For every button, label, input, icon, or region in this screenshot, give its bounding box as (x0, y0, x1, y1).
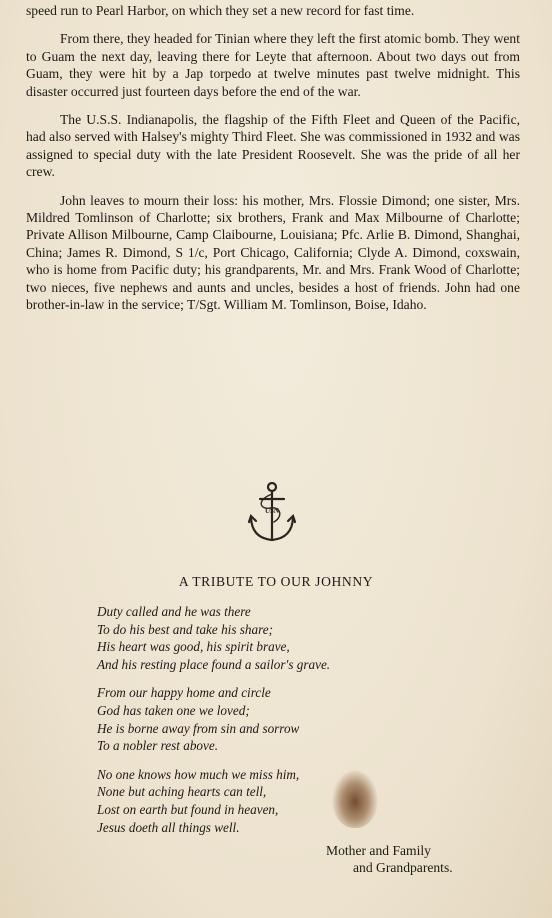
paragraph: speed run to Pearl Harbor, on which they set a new record for fast time. (26, 3, 415, 18)
poem-line: None but aching hearts can tell, (97, 784, 267, 800)
poem-line: His heart was good, his spirit brave, (97, 639, 290, 655)
poem-line: And his resting place found a sailor's grave. (97, 656, 331, 672)
paragraph: The U.S.S. Indianapolis, the flagship of the Fifth Fleet and Queen of the Pacific, had also served with Halsey's mighty Third Fleet. She was commissioned in 1932 and was assigned to special duty with the late President Roosevelt. She was the pride of all her crew. (26, 112, 520, 180)
poem-line: From our happy home and circle (97, 685, 271, 701)
paragraph: John leaves to mourn their loss: his mother, Mrs. Flossie Dimond; one sister, Mrs. Mildred Tomlinson of Charlotte; six brothers, Frank and Max Milbourne of Charlotte; Private Allison Milbourne, Camp Claibourne, Louisiana; Pfc. Arlie B. Dimond, Shanghai, China; James R. Dimond, S 1/c, Port Chicago, California; Clyde A. Dimond, coxswain, who is home from Pacific duty; his grandparents, Mr. and Mrs. Frank Wood of Charlotte; two nieces, five nephews and aunts and uncles, besides a host of friends. John had one brother-in-law in the service; T/Sgt. William M. Tomlinson, Boise, Idaho. (26, 192, 520, 313)
poem-line: To a nobler rest above. (97, 738, 219, 754)
svg-text:USN: USN (264, 507, 280, 515)
poem-stanza (97, 766, 497, 836)
poem-line: To do his best and take his share; (97, 621, 273, 637)
poem-line: He is borne away from sin and sorrow (97, 720, 300, 736)
poem-stanza (97, 684, 497, 754)
poem-title: A TRIBUTE TO OUR JOHNNY (178, 574, 374, 589)
poem-line: Jesus doeth all things well. (97, 819, 240, 835)
article-text (26, 2, 520, 325)
paragraph: From there, they headed for Tinian where they left the first atomic bomb. They went to Guam the next day, leaving there for Leyte that afternoon. About two days out from Guam, they were hit by a Jap torpedo at twelve minutes past twelve midnight. This disaster occurred just fourteen days before the end of the war. (26, 31, 520, 99)
poem-line: Lost on earth but found in heaven, (97, 801, 279, 817)
signature (326, 842, 526, 877)
poem-line: No one knows how much we miss him, (97, 766, 300, 782)
signature-line: Mother and Family (326, 843, 431, 858)
poem-stanza (97, 603, 497, 673)
poem-line: God has taken one we loved; (97, 702, 250, 718)
poem-line: Duty called and he was there (97, 604, 251, 619)
signature-line: and Grandparents. (353, 860, 453, 876)
poem (97, 603, 497, 847)
anchor-icon (246, 480, 298, 546)
